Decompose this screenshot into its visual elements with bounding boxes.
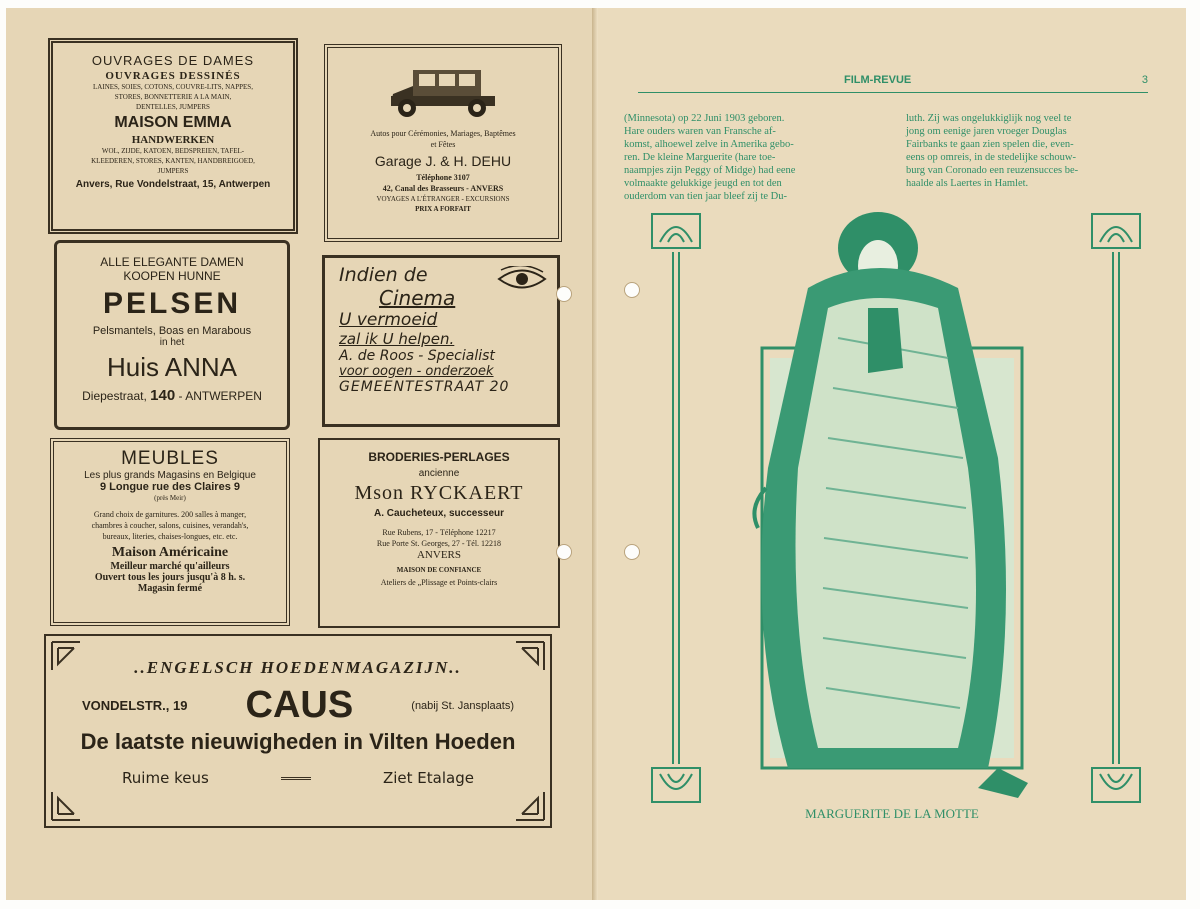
cinema-line-4: zal ik U helpen. bbox=[339, 330, 455, 348]
anna-address bbox=[57, 387, 287, 404]
meubles-line-8: Ouvert tous les jours jusqu'à 8 h. s. bbox=[94, 572, 246, 583]
ornament-pillar-right bbox=[1086, 208, 1146, 808]
caus-street: VONDELSTR., 19 bbox=[82, 698, 188, 713]
ornament-pillar-left bbox=[646, 208, 706, 808]
emma-list-6: JUMPERS bbox=[157, 167, 189, 175]
article-line: volmaakte gelukkige jeugd en tot den bbox=[624, 178, 782, 189]
article-line: ouderdom van tien jaar bleef zij te Du- bbox=[624, 191, 787, 202]
meubles-title: MEUBLES bbox=[121, 448, 219, 469]
corner-ornament-icon bbox=[512, 788, 546, 822]
meubles-line-4: Grand choix de garnitures. 200 salles à manger, bbox=[93, 510, 247, 519]
anna-line-3: Pelsmantels, Boas en Marabous bbox=[92, 325, 252, 337]
dehu-name: Garage J. & H. DEHU bbox=[374, 153, 512, 169]
ad-huis-anna bbox=[54, 240, 290, 430]
anna-address-number: 140 bbox=[150, 387, 176, 404]
binding-hole bbox=[624, 282, 640, 298]
article-line: ren. De kleine Marguerite (hare toe- bbox=[624, 152, 776, 163]
emma-list-4: WOL, ZIJDE, KATOEN, BEDSPREIEN, TAFEL- bbox=[101, 147, 245, 155]
ad-caus-hats bbox=[44, 634, 552, 828]
corner-ornament-icon bbox=[50, 640, 84, 674]
ryckaert-ateliers: Ateliers de „Plissage et Points-clairs bbox=[380, 578, 498, 587]
right-page bbox=[598, 8, 1186, 900]
actress-portrait bbox=[728, 208, 1028, 798]
car-illustration bbox=[383, 64, 503, 120]
caus-divider bbox=[281, 777, 311, 780]
dehu-line-1: Autos pour Cérémonies, Mariages, Baptêmes bbox=[370, 129, 516, 138]
eye-icon bbox=[497, 266, 547, 292]
dehu-address: 42, Canal des Brasseurs - ANVERS bbox=[382, 184, 504, 193]
anna-pelsen: PELSEN bbox=[102, 287, 242, 320]
ad-maison-emma bbox=[48, 38, 298, 234]
caus-name: CAUS bbox=[245, 684, 354, 726]
cinema-line-1: Indien de bbox=[339, 264, 428, 286]
emma-handwerken: HANDWERKEN bbox=[131, 134, 215, 146]
binding-hole bbox=[624, 544, 640, 560]
article-line: komst, alhoewel zelve in Amerika gebo- bbox=[624, 139, 794, 150]
ryckaert-successor: A. Caucheteux, successeur bbox=[373, 508, 505, 519]
cinema-line-3: U vermoeid bbox=[339, 310, 438, 330]
caus-window: Ziet Etalage bbox=[382, 769, 474, 787]
ryckaert-ancienne: ancienne bbox=[418, 468, 460, 479]
dehu-price: PRIX A FORFAIT bbox=[415, 205, 471, 213]
cinema-line-2: Cinema bbox=[379, 286, 456, 310]
left-page bbox=[6, 8, 597, 900]
article-line: luth. Zij was ongelukkiglijk nog veel te bbox=[906, 113, 1072, 124]
emma-list-1: LAINES, SOIES, COTONS, COUVRE-LITS, NAPPES, bbox=[93, 83, 253, 91]
caus-near: (nabij St. Jansplaats) bbox=[411, 699, 514, 712]
caus-title: ..ENGELSCH HOEDENMAGAZIJN.. bbox=[134, 658, 462, 677]
article-line: Fairbanks te gaan zien spelen die, even- bbox=[906, 139, 1074, 150]
meubles-line-5: chambres à coucher, salons, cuisines, verandah's, bbox=[91, 521, 249, 530]
anna-address-street: Diepestraat, bbox=[82, 389, 147, 403]
corner-ornament-icon bbox=[512, 640, 546, 674]
caus-slogan: De laatste nieuwigheden in Vilten Hoeden bbox=[80, 729, 516, 754]
meubles-line-9: Magasin fermé bbox=[137, 583, 203, 594]
emma-name: MAISON EMMA bbox=[114, 114, 232, 131]
anna-line-2: KOOPEN HUNNE bbox=[123, 269, 221, 283]
ryckaert-address-2: Rue Porte St. Georges, 27 - Tél. 12218 bbox=[376, 539, 502, 548]
anna-address-city: - ANTWERPEN bbox=[178, 389, 262, 403]
ad-maison-americaine bbox=[50, 438, 290, 626]
ad-cinema-optician bbox=[322, 255, 560, 427]
meubles-line-2: 9 Longue rue des Claires 9 bbox=[100, 481, 240, 493]
anna-line-4: in het bbox=[159, 337, 185, 348]
article-col-1 bbox=[624, 112, 888, 203]
article-line: Hare ouders waren van Fransche af- bbox=[624, 126, 776, 137]
cinema-line-7: GEMEENTESTRAAT 20 bbox=[339, 379, 510, 395]
cinema-line-5: A. de Roos - Specialist bbox=[339, 348, 495, 364]
dehu-phone: Téléphone 3107 bbox=[416, 173, 470, 182]
ryckaert-title: BRODERIES-PERLAGES bbox=[368, 450, 510, 464]
corner-ornament-icon bbox=[50, 788, 84, 822]
article-line: jong om eenige jaren vroeger Douglas bbox=[906, 126, 1067, 137]
binding-hole bbox=[556, 544, 572, 560]
emma-title: OUVRAGES DE DAMES bbox=[91, 53, 255, 68]
emma-list-2: STORES, BONNETTERIE A LA MAIN, bbox=[114, 93, 232, 101]
anna-line-1: ALLE ELEGANTE DAMEN bbox=[100, 255, 244, 269]
meubles-line-3: (près Meir) bbox=[154, 494, 186, 502]
article-line: haalde als Laertes in Hamlet. bbox=[906, 178, 1029, 189]
caus-choice: Ruime keus bbox=[122, 769, 209, 787]
article-line: eens op omreis, in de stedelijke schouw- bbox=[906, 152, 1076, 163]
ryckaert-confiance: MAISON DE CONFIANCE bbox=[396, 566, 482, 574]
ryckaert-address-1: Rue Rubens, 17 - Téléphone 12217 bbox=[382, 528, 496, 537]
emma-list-3: DENTELLES, JUMPERS bbox=[136, 103, 210, 111]
article-line: (Minnesota) op 22 Juni 1903 geboren. bbox=[624, 113, 785, 124]
ryckaert-city: ANVERS bbox=[416, 549, 461, 561]
emma-subtitle: OUVRAGES DESSINÉS bbox=[105, 70, 241, 82]
emma-list-5: KLEEDEREN, STORES, KANTEN, HANDBREIGOED, bbox=[91, 157, 255, 165]
article-line: naampjes zijn Peggy of Midge) had eene bbox=[624, 165, 796, 176]
meubles-name: Maison Américaine bbox=[111, 545, 229, 560]
cinema-line-6: voor oogen - onderzoek bbox=[339, 364, 494, 379]
meubles-line-7: Meilleur marché qu'ailleurs bbox=[110, 561, 230, 572]
caus-main-row bbox=[46, 678, 550, 727]
running-title: FILM-REVUE bbox=[844, 74, 912, 86]
anna-name: Huis ANNA bbox=[106, 352, 238, 382]
emma-address: Anvers, Rue Vondelstraat, 15, Antwerpen bbox=[75, 179, 271, 190]
article-col-2 bbox=[906, 112, 1156, 190]
meubles-line-6: bureaux, literies, chaises-longues, etc. etc. bbox=[102, 532, 238, 541]
dehu-travel: VOYAGES A L'ÉTRANGER - EXCURSIONS bbox=[376, 195, 510, 203]
page-header bbox=[638, 74, 1148, 93]
dehu-line-2: et Fêtes bbox=[430, 140, 456, 149]
binding-hole bbox=[556, 286, 572, 302]
page-number: 3 bbox=[1141, 74, 1148, 86]
meubles-line-1: Les plus grands Magasins en Belgique bbox=[84, 470, 256, 481]
caus-bottom-row bbox=[46, 755, 550, 787]
article-line: burg van Coronado een reuzensucces be- bbox=[906, 165, 1079, 176]
ryckaert-name: Mson RYCKAERT bbox=[354, 482, 524, 504]
ad-garage-dehu bbox=[324, 44, 562, 242]
ad-ryckaert bbox=[318, 438, 560, 628]
portrait-caption: MARGUERITE DE LA MOTTE bbox=[805, 806, 979, 821]
